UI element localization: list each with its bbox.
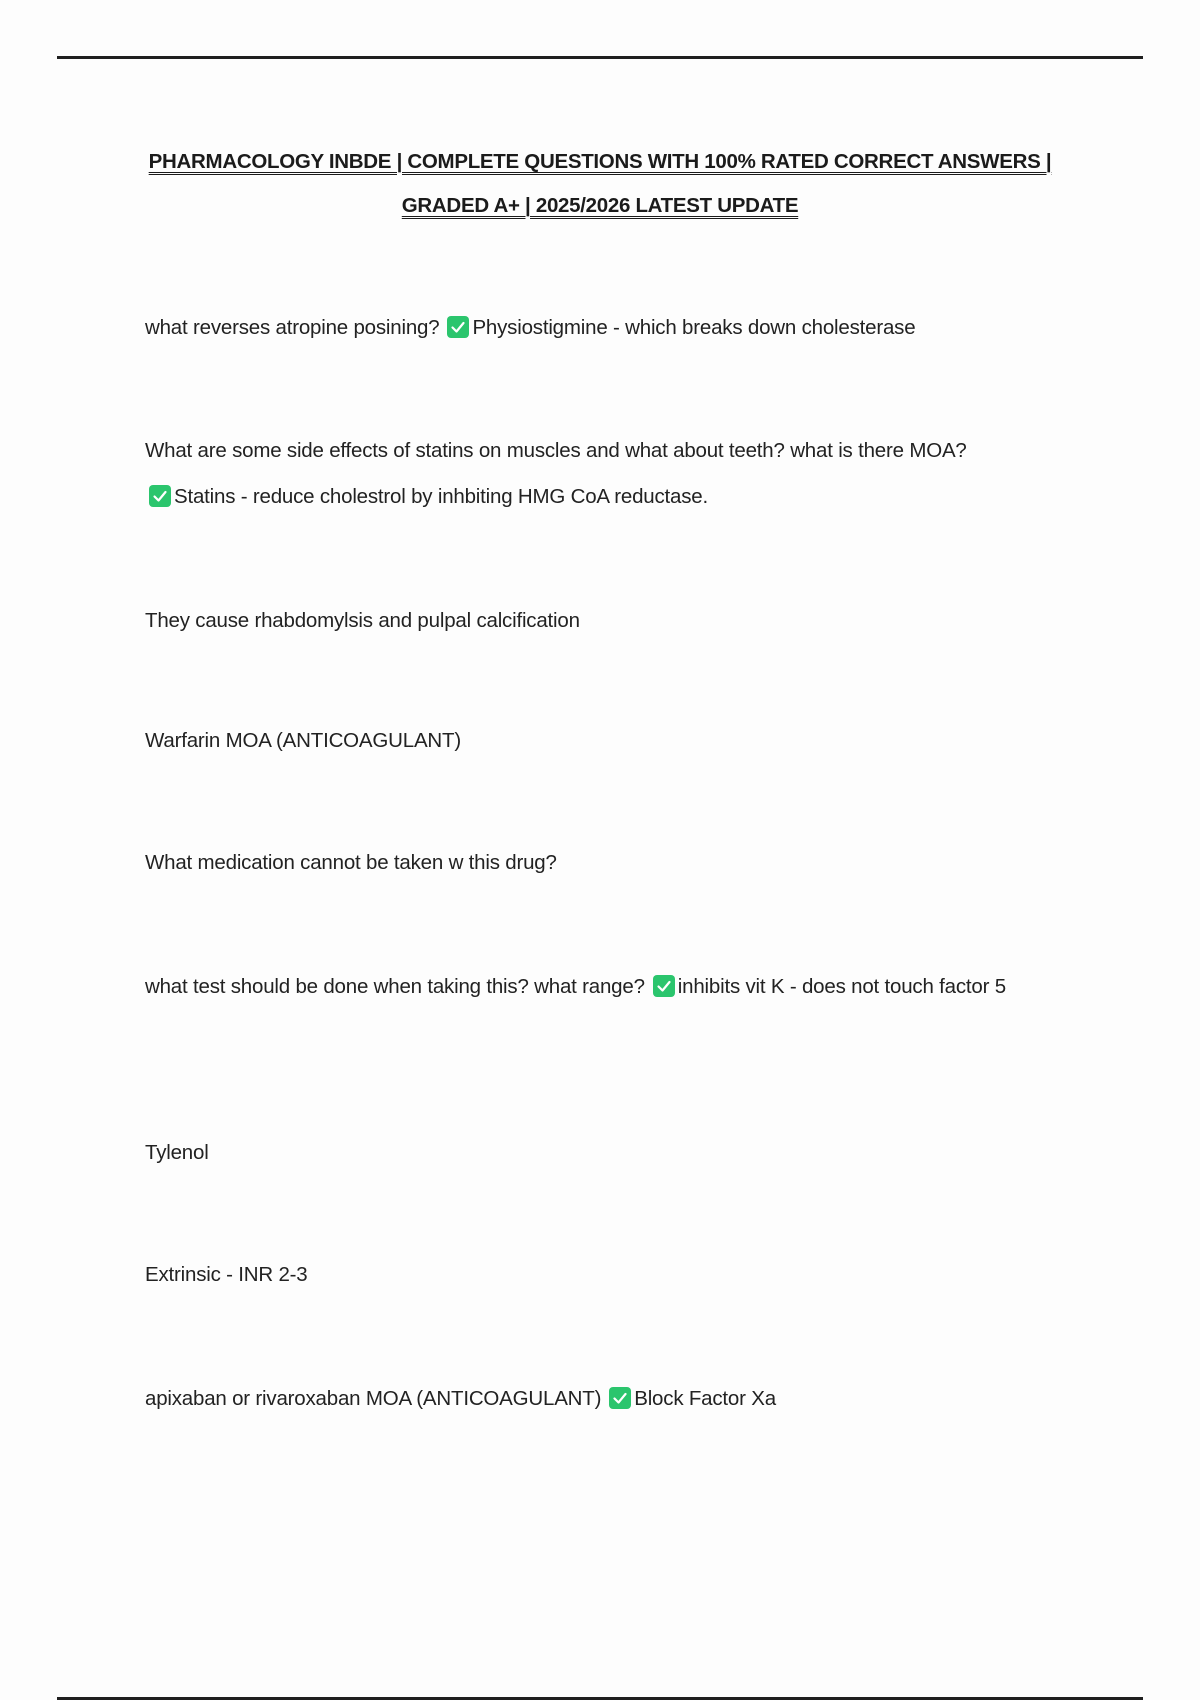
- title-line-1: PHARMACOLOGY INBDE | COMPLETE QUESTIONS WITH 100% RATED CORRECT ANSWERS |: [148, 150, 1052, 173]
- checkmark-icon: [149, 485, 171, 507]
- paragraph-text: Extrinsic - INR 2-3: [145, 1263, 308, 1286]
- answer-text: Block Factor Xa: [634, 1387, 776, 1410]
- document-title: [100, 140, 1100, 228]
- text-entry: [145, 1130, 1085, 1176]
- paragraph-text: Warfarin MOA (ANTICOAGULANT): [145, 729, 461, 752]
- qa-entry: [145, 428, 1085, 520]
- paragraph-text: Tylenol: [145, 1141, 209, 1164]
- checkmark-icon: [447, 316, 469, 338]
- text-entry: [145, 840, 1085, 886]
- question-text: apixaban or rivaroxaban MOA (ANTICOAGULANT): [145, 1387, 602, 1410]
- question-text: What are some side effects of statins on muscles and what about teeth? what is there MOA?: [145, 439, 967, 462]
- qa-entry: [145, 305, 1085, 351]
- question-text: what test should be done when taking this? what range?: [145, 975, 645, 998]
- qa-entry: [145, 1376, 1085, 1422]
- text-entry: [145, 1252, 1085, 1298]
- answer-text: Physiostigmine - which breaks down cholesterase: [472, 316, 916, 339]
- answer-text: inhibits vit K - does not touch factor 5: [677, 975, 1006, 998]
- paragraph-text: What medication cannot be taken w this drug?: [145, 851, 557, 874]
- title-line-2: GRADED A+ | 2025/2026 LATEST UPDATE: [401, 194, 799, 217]
- text-entry: [145, 718, 1085, 764]
- text-entry: [145, 598, 1085, 644]
- answer-text: Statins - reduce cholestrol by inhbiting HMG CoA reductase.: [174, 485, 708, 508]
- checkmark-icon: [653, 975, 675, 997]
- question-text: what reverses atropine posining?: [145, 316, 440, 339]
- header-rule: [57, 56, 1143, 59]
- paragraph-text: They cause rhabdomylsis and pulpal calcification: [145, 609, 580, 632]
- qa-entry: [145, 964, 1045, 1010]
- checkmark-icon: [609, 1387, 631, 1409]
